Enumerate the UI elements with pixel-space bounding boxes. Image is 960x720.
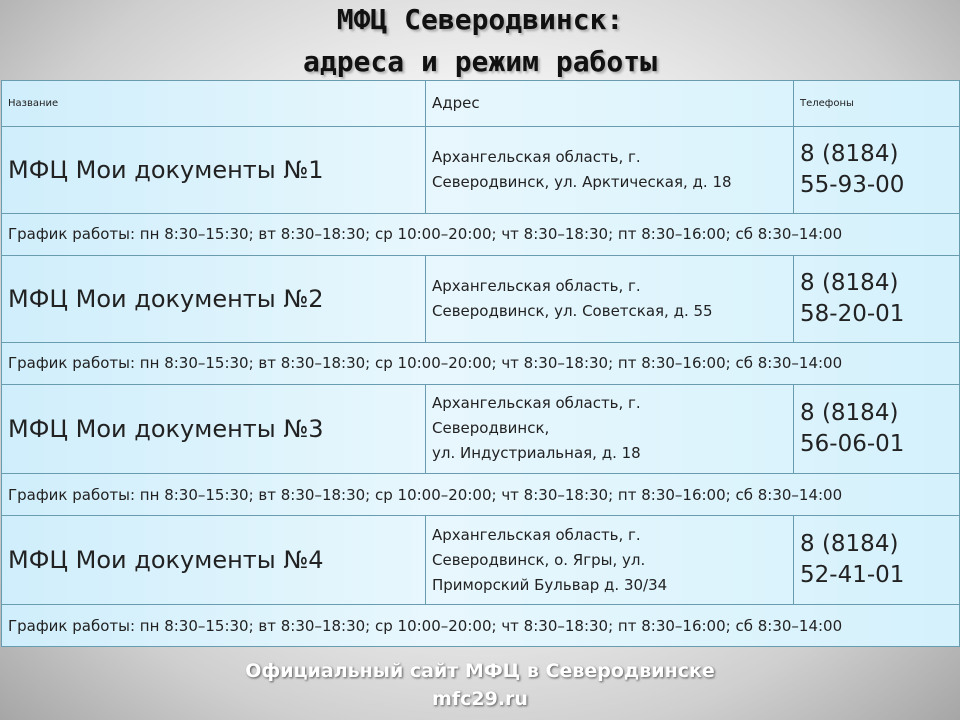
office-phone <box>794 384 960 473</box>
phone-line: 56-06-01 <box>800 430 905 457</box>
phone-line: 8 (8184) <box>800 269 899 296</box>
table-row <box>2 384 960 473</box>
address-line: Архангельская область, г. <box>432 394 641 413</box>
office-name: МФЦ Мои документы №4 <box>2 515 426 604</box>
phone-line: 55-93-00 <box>800 171 905 198</box>
schedule-row <box>2 474 960 516</box>
page-title-line2: адреса и режим работы <box>302 45 657 78</box>
schedule-row <box>2 343 960 385</box>
office-schedule: График работы: пн 8:30–15:30; вт 8:30–18:30; ср 10:00–20:00; чт 8:30–18:30; пт 8:30–16:00; сб 8:30–14:00 <box>2 343 960 385</box>
office-phone <box>794 126 960 213</box>
office-address <box>426 126 794 213</box>
address-line: Северодвинск, о. Ягры, ул. <box>432 550 646 569</box>
address-line: Архангельская область, г. <box>432 147 641 166</box>
table-row <box>2 515 960 604</box>
address-line: ул. Индустриальная, д. 18 <box>432 444 641 463</box>
address-line: Северодвинск, ул. Арктическая, д. 18 <box>432 172 732 191</box>
office-address <box>426 515 794 604</box>
office-address <box>426 255 794 342</box>
office-name: МФЦ Мои документы №3 <box>2 384 426 473</box>
address-line: Архангельская область, г. <box>432 276 641 295</box>
phone-line: 8 (8184) <box>800 399 899 426</box>
header-phones: Телефоны <box>794 81 960 127</box>
office-schedule: График работы: пн 8:30–15:30; вт 8:30–18:30; ср 10:00–20:00; чт 8:30–18:30; пт 8:30–16:00; сб 8:30–14:00 <box>2 605 960 647</box>
schedule-row <box>2 214 960 256</box>
footer-site-url: mfc29.ru <box>432 688 528 710</box>
phone-line: 52-41-01 <box>800 562 905 589</box>
phone-line: 8 (8184) <box>800 531 899 558</box>
header-name: Название <box>2 81 426 127</box>
table-row <box>2 255 960 342</box>
office-phone <box>794 515 960 604</box>
address-line: Архангельская область, г. <box>432 525 641 544</box>
office-phone <box>794 255 960 342</box>
office-schedule: График работы: пн 8:30–15:30; вт 8:30–18:30; ср 10:00–20:00; чт 8:30–18:30; пт 8:30–16:00; сб 8:30–14:00 <box>2 214 960 256</box>
table-row <box>2 126 960 213</box>
page-title-line1: МФЦ Северодвинск: <box>336 3 624 36</box>
offices-table <box>1 80 960 647</box>
phone-line: 58-20-01 <box>800 300 905 327</box>
footer-site-title: Официальный сайт МФЦ в Северодвинске <box>245 660 715 682</box>
address-line: Северодвинск, <box>432 419 550 438</box>
header-address: Адрес <box>426 81 794 127</box>
office-schedule: График работы: пн 8:30–15:30; вт 8:30–18:30; ср 10:00–20:00; чт 8:30–18:30; пт 8:30–16:00; сб 8:30–14:00 <box>2 474 960 516</box>
office-address <box>426 384 794 473</box>
phone-line: 8 (8184) <box>800 140 899 167</box>
address-line: Северодвинск, ул. Советская, д. 55 <box>432 301 713 320</box>
office-name: МФЦ Мои документы №2 <box>2 255 426 342</box>
address-line: Приморский Бульвар д. 30/34 <box>432 575 668 594</box>
schedule-row <box>2 605 960 647</box>
office-name: МФЦ Мои документы №1 <box>2 126 426 213</box>
table-header-row <box>2 81 960 127</box>
